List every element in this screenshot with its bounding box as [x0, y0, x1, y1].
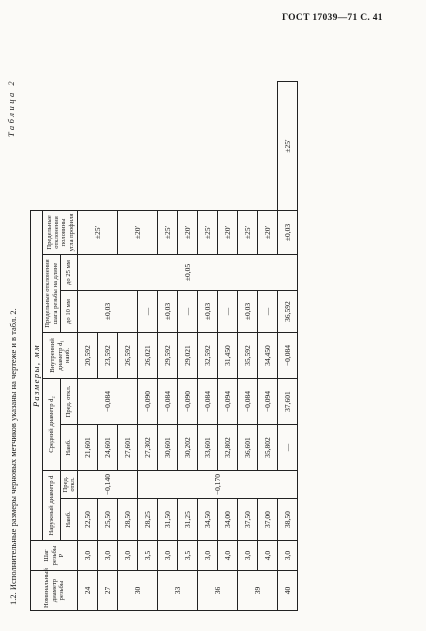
cell-pitch-dev-10: ±0,03: [158, 291, 178, 333]
col-sizes: Размеры, мм: [31, 210, 43, 540]
cell-outer-dev: −0,170: [138, 471, 298, 499]
cell-nominal: 27: [98, 571, 118, 611]
cell-mean-dev: −0,084: [78, 379, 138, 425]
cell-pitch: 4,0: [258, 541, 278, 571]
cell-nominal: 36: [198, 571, 238, 611]
cell-mean-dev: −0,094: [218, 379, 238, 425]
cell-pitch-dev-10: ±0,03: [278, 210, 298, 254]
cell-half-angle: ±25′: [198, 210, 218, 254]
cell-inner: 36,592: [278, 291, 298, 333]
col-len25: до 25 мм: [60, 255, 78, 291]
cell-pitch: 3,0: [118, 541, 138, 571]
cell-inner: 35,592: [238, 333, 258, 379]
cell-nominal: 24: [78, 571, 98, 611]
cell-mean-dev: −0,094: [258, 379, 278, 425]
cell-inner: 26,021: [138, 333, 158, 379]
cell-pitch: 4,0: [218, 541, 238, 571]
col-outer-max: Наиб.: [60, 499, 78, 541]
cell-outer-max: 34,50: [198, 499, 218, 541]
cell-half-angle: ±20′: [178, 210, 198, 254]
table-row: [178, 82, 198, 611]
cell-mean-dev: −0,090: [178, 379, 198, 425]
cell-outer-dev: −0,140: [78, 471, 138, 499]
cell-inner: 32,592: [198, 333, 218, 379]
cell-outer-max: 34,00: [218, 499, 238, 541]
table-row: [238, 82, 258, 611]
col-pitch: Шаг резьбы P: [31, 541, 78, 571]
page-header: ГОСТ 17039—71 С. 41: [282, 13, 383, 23]
cell-mean-max: 36,601: [238, 425, 258, 471]
cell-mean-dev: −0,084: [238, 379, 258, 425]
cell-inner: 20,592: [78, 333, 98, 379]
rotated-page-content: [0, 41, 380, 631]
cell-mean-max: 35,802: [258, 425, 278, 471]
table-row: [278, 82, 298, 611]
cell-mean-max: 24,601: [98, 425, 118, 471]
cell-mean-dev: −0,084: [198, 379, 218, 425]
cell-half-angle: ±25′: [238, 210, 258, 254]
col-mean: Средний диаметр d₂: [43, 379, 61, 471]
table-row: [258, 82, 278, 611]
cell-pitch-dev-10: ±0,03: [238, 291, 258, 333]
cell-nominal: 39: [238, 571, 278, 611]
table-row: [138, 82, 158, 611]
cell-half-angle: ±25′: [78, 210, 118, 254]
cell-outer-max: 22,50: [78, 499, 98, 541]
col-nominal: Номинальный диаметр резьбы: [31, 571, 78, 611]
col-half-angle: Предельные отклонения половины угла профиля: [43, 210, 78, 254]
table-row: [198, 82, 218, 611]
cell-outer-dev: —: [278, 425, 298, 471]
cell-pitch: 3,5: [138, 541, 158, 571]
cell-outer-max: 28,50: [118, 499, 138, 541]
table-row: [78, 82, 98, 611]
cell-pitch-dev-10: ±0,03: [78, 291, 138, 333]
table-caption: Таблица 2: [6, 78, 16, 137]
col-inner: Внутренний диаметр d₁ наиб.: [43, 333, 78, 379]
cell-nominal: 33: [158, 571, 198, 611]
cell-mean-max: 30,601: [158, 425, 178, 471]
cell-outer-max: 38,50: [278, 499, 298, 541]
cell-mean-max: 27,601: [118, 425, 138, 471]
cell-pitch-dev-10: —: [218, 291, 238, 333]
cell-pitch-dev-10: —: [258, 291, 278, 333]
cell-outer-max: 25,50: [98, 499, 118, 541]
cell-half-angle: ±20′: [118, 210, 158, 254]
cell-pitch-dev-10: —: [138, 291, 158, 333]
cell-outer-max: 37,50: [238, 499, 258, 541]
cell-mean-dev: −0,084: [278, 333, 298, 379]
cell-half-angle: ±25′: [278, 82, 298, 211]
cell-pitch-dev-25: ±0,05: [78, 255, 298, 291]
col-outer: Наружный диаметр d: [43, 471, 61, 541]
table-row: [98, 82, 118, 611]
table-row: [158, 82, 178, 611]
cell-pitch: 3,0: [278, 541, 298, 571]
cell-mean-max: 27,302: [138, 425, 158, 471]
cell-mean-max: 30,202: [178, 425, 198, 471]
cell-mean-dev: −0,090: [138, 379, 158, 425]
cell-half-angle: ±20′: [218, 210, 238, 254]
cell-half-angle: ±25′: [158, 210, 178, 254]
col-outer-dev: Пред. откл.: [60, 471, 78, 499]
cell-mean-dev: −0,084: [158, 379, 178, 425]
cell-outer-max: 28,25: [138, 499, 158, 541]
cell-pitch: 3,0: [78, 541, 98, 571]
cell-nominal: 30: [118, 571, 158, 611]
cell-nominal: 40: [278, 571, 298, 611]
cell-inner: 29,592: [158, 333, 178, 379]
cell-inner: 34,450: [258, 333, 278, 379]
col-len10: до 10 мм: [60, 291, 78, 333]
col-pitch-dev: Предельные отклонения шага резьбы на длине: [43, 255, 61, 333]
cell-pitch: 3,0: [198, 541, 218, 571]
cell-mean-max: 37,601: [278, 379, 298, 425]
cell-inner: 26,592: [118, 333, 138, 379]
dimensions-table: [30, 81, 298, 611]
col-mean-max: Наиб.: [60, 425, 78, 471]
col-mean-dev: Пред. откл.: [60, 379, 78, 425]
cell-half-angle: ±20′: [258, 210, 278, 254]
cell-inner: 31,450: [218, 333, 238, 379]
table-row: [218, 82, 238, 611]
cell-inner: 23,592: [98, 333, 118, 379]
cell-outer-max: 31,25: [178, 499, 198, 541]
cell-pitch: 3,5: [178, 541, 198, 571]
intro-text: 1.2. Исполнительные размеры черновых метчиков указаны на чертеже и в табл. 2.: [8, 308, 18, 605]
cell-pitch: 3,0: [158, 541, 178, 571]
cell-pitch-dev-10: —: [178, 291, 198, 333]
cell-mean-max: 32,802: [218, 425, 238, 471]
cell-pitch-dev-10: ±0,03: [198, 291, 218, 333]
cell-outer-max: 31,50: [158, 499, 178, 541]
cell-inner: 29,021: [178, 333, 198, 379]
cell-pitch: 3,0: [238, 541, 258, 571]
cell-mean-max: 21,601: [78, 425, 98, 471]
cell-mean-max: 33,601: [198, 425, 218, 471]
table-row: [118, 82, 138, 611]
cell-outer-max: 37,00: [258, 499, 278, 541]
cell-pitch: 3,0: [98, 541, 118, 571]
